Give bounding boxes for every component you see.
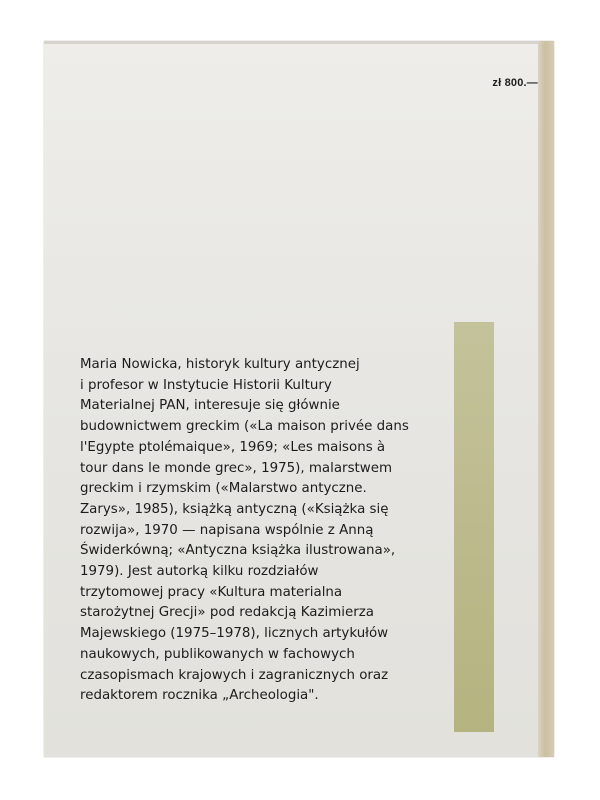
bio-line: i profesor w Instytucie Historii Kultury (80, 377, 332, 393)
book-spine-edge (538, 41, 554, 757)
author-biography (80, 355, 520, 707)
bio-line: naukowych, publikowanych w fachowych (80, 646, 355, 662)
bio-line: starożytnej Grecji» pod redakcją Kazimierza (80, 605, 374, 621)
bio-line: trzytomowej pracy «Kultura materialna (80, 584, 343, 600)
bio-line: Materialnej PAN, interesuje się głównie (80, 398, 340, 414)
bio-line: l'Egypte ptolémaique», 1969; «Les maisons à (80, 439, 386, 455)
bio-line: Zarys», 1985), książką antyczną («Książka się (80, 501, 389, 517)
bio-line: budownictwem greckim («La maison privée dans (80, 419, 409, 435)
bio-line: 1979). Jest autorką kilku rozdziałów (80, 564, 319, 580)
bio-line: Świderkówną; «Antyczna książka ilustrowana», (80, 543, 396, 559)
bio-line: redaktorem rocznika „Archeologia". (80, 688, 319, 704)
bio-line: rozwija», 1970 — napisana wspólnie z Anną (80, 522, 374, 538)
price-label: zł 800.— (492, 77, 538, 89)
bio-line: czasopismach krajowych i zagranicznych oraz (80, 667, 389, 683)
cover-top-edge (44, 41, 554, 44)
bio-line: greckim i rzymskim («Malarstwo antyczne. (80, 481, 367, 497)
bio-line: tour dans le monde grec», 1975), malarstwem (80, 460, 393, 476)
bio-line: Maria Nowicka, historyk kultury antycznej (80, 357, 360, 372)
bio-line: Majewskiego (1975–1978), licznych artykułów (80, 626, 389, 642)
